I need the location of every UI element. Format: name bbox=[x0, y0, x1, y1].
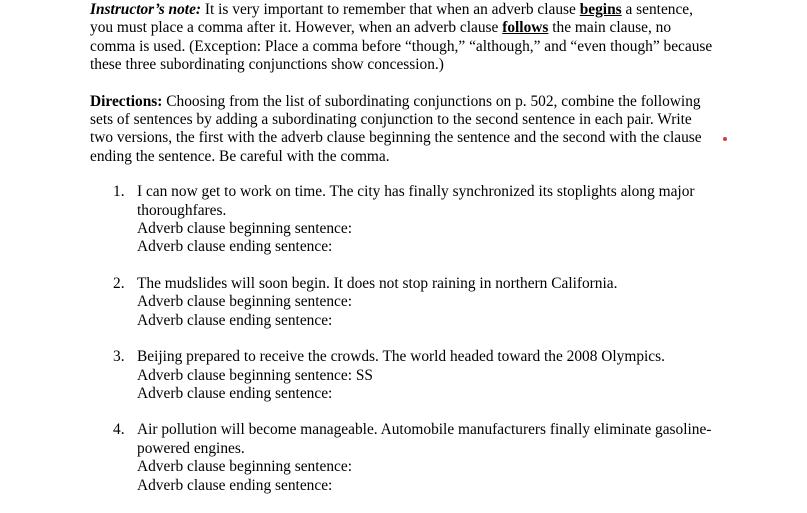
adverb-clause-ending-label: Adverb clause ending sentence: bbox=[137, 238, 333, 256]
exercise-sentences: I can now get to work on time. The city has finally synchronized its stoplights along major thoroughfares. bbox=[137, 183, 695, 219]
exercise-sentences: Beijing prepared to receive the crowds. The world headed toward the 2008 Olympics. bbox=[137, 348, 665, 366]
adverb-clause-beginning-label: Adverb clause beginning sentence: bbox=[137, 220, 352, 238]
document-page bbox=[90, 1, 718, 513]
instructor-note-emphasis-begins: begins bbox=[579, 1, 622, 18]
exercise-list bbox=[90, 183, 718, 495]
adverb-clause-ending-label: Adverb clause ending sentence: bbox=[137, 476, 333, 494]
adverb-clause-ending-label: Adverb clause ending sentence: bbox=[137, 384, 333, 402]
exercise-item bbox=[90, 348, 718, 403]
adverb-clause-beginning-label: Adverb clause beginning sentence: SS bbox=[137, 366, 373, 384]
exercise-item bbox=[90, 183, 718, 257]
exercise-item bbox=[90, 421, 718, 495]
instructor-note-text-1: It is very important to remember that when an adverb clause bbox=[201, 1, 580, 18]
adverb-clause-beginning-label: Adverb clause beginning sentence: bbox=[137, 458, 352, 476]
adverb-clause-ending-label: Adverb clause ending sentence: bbox=[137, 311, 333, 329]
exercise-item bbox=[90, 275, 718, 330]
instructor-note-text-3: the main clause, no comma is used. (Exception: Place a comma before “though,” “although,” and “even though” because these three subordinating conjunctions show concession.) bbox=[90, 19, 713, 74]
exercise-sentences: Air pollution will become manageable. Automobile manufacturers finally eliminate gasoline-powered engines. bbox=[137, 421, 712, 457]
directions-text: Choosing from the list of subordinating conjunctions on p. 502, combine the following sets of sentences by adding a subordinating conjunction to the second sentence in each pair. Write two versions, the first with the adverb clause beginning the sentence and the second with the clause ending the sentence. Be careful with the comma. bbox=[90, 92, 702, 165]
adverb-clause-beginning-label: Adverb clause beginning sentence: bbox=[137, 293, 352, 311]
directions-label: Directions: bbox=[90, 92, 163, 110]
instructor-note-label: Instructor’s note: bbox=[90, 1, 202, 18]
exercise-number: 3. bbox=[113, 348, 125, 366]
instructor-note bbox=[90, 1, 718, 75]
instructor-note-text-2: a sentence, you must place a comma after it. However, when an adverb clause bbox=[90, 1, 693, 37]
exercise-number: 1. bbox=[113, 183, 125, 201]
instructor-note-emphasis-follows: follows bbox=[502, 19, 549, 37]
exercise-sentences: The mudslides will soon begin. It does not stop raining in northern California. bbox=[137, 274, 618, 292]
exercise-number: 4. bbox=[113, 421, 125, 439]
directions bbox=[90, 93, 718, 167]
red-marker-dot bbox=[723, 137, 727, 141]
exercise-number: 2. bbox=[113, 274, 125, 292]
